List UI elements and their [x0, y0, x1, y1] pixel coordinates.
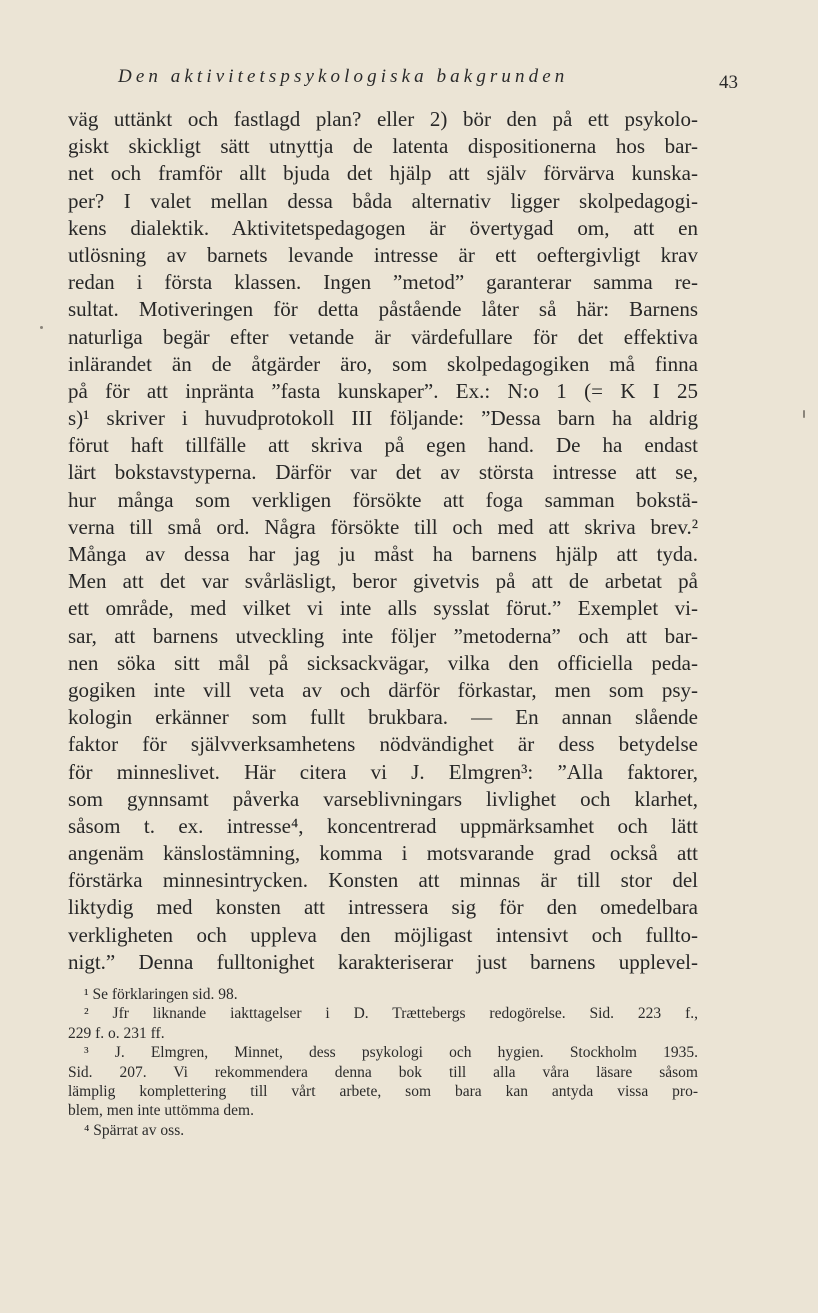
- text-line: kens dialektik. Aktivitetspedagogen är övertygad om, att en: [68, 215, 698, 240]
- text-line: faktor för självverksamhetens nödvändighet är dess betydelse: [68, 732, 698, 757]
- text-line: net och framför allt bjuda det hjälp att själv förvärva kunska-: [68, 161, 698, 186]
- text-line: utlösning av barnets levande intresse är ett oeftergivligt krav: [68, 242, 698, 267]
- footnote-line: lämplig komplettering till vårt arbete, som bara kan antyda vissa pro-: [68, 1082, 698, 1100]
- footnote-line: blem, men inte uttömma dem.: [68, 1102, 254, 1120]
- body-text: [68, 106, 698, 976]
- footnote-line: Sid. 207. Vi rekommendera denna bok till alla våra läsare såsom: [68, 1063, 698, 1081]
- page-speck: [40, 326, 43, 329]
- text-line: s)¹ skriver i huvudprotokoll III följande: ”Dessa barn ha aldrig: [68, 406, 698, 431]
- text-line: ett område, med vilket vi inte alls sysslat förut.” Exemplet vi-: [68, 596, 698, 621]
- text-line: nigt.” Denna fulltonighet karakteriserar just barnens upplevel-: [68, 949, 698, 974]
- footnote-line: ³ J. Elmgren, Minnet, dess psykologi och hygien. Stockholm 1935.: [84, 1044, 698, 1062]
- page-header: [118, 66, 738, 96]
- text-line: på för att inpränta ”fasta kunskaper”. Ex.: N:o 1 (= K I 25: [68, 378, 698, 403]
- text-line: såsom t. ex. intresse⁴, koncentrerad uppmärksamhet och lätt: [68, 813, 698, 838]
- text-line: Men att det var svårläsligt, beror givetvis på att de arbetat på: [68, 569, 698, 594]
- running-title: Den aktivitetspsykologiska bakgrunden: [118, 66, 569, 87]
- text-line: per? I valet mellan dessa båda alternativ ligger skolpedagogi-: [68, 188, 698, 213]
- text-line: nen söka sitt mål på sicksackvägar, vilka den officiella peda-: [68, 650, 698, 675]
- footnote-line: ² Jfr liknande iakttagelser i D. Trættebergs redogörelse. Sid. 223 f.,: [84, 1005, 698, 1023]
- page-speck: [803, 410, 805, 418]
- text-line: sar, att barnens utveckling inte följer ”metoderna” och att bar-: [68, 623, 698, 648]
- text-line: som gynnsamt påverka varseblivningars livlighet och klarhet,: [68, 786, 698, 811]
- text-line: för minneslivet. Här citera vi J. Elmgren³: ”Alla faktorer,: [68, 759, 698, 784]
- text-line: Många av dessa har jag ju måst ha barnens hjälp att tyda.: [68, 542, 698, 566]
- text-line: lärt bokstavstyperna. Därför var det av största intresse att se,: [68, 460, 698, 485]
- footnotes: [68, 985, 698, 1140]
- text-line: verna till små ord. Några försökte till och med att skriva brev.²: [68, 514, 698, 539]
- footnote-line: ¹ Se förklaringen sid. 98.: [84, 986, 238, 1003]
- text-line: angenäm känslostämning, komma i motsvarande grad också att: [68, 841, 698, 866]
- text-line: sultat. Motiveringen för detta påstående låter så här: Barnens: [68, 297, 698, 322]
- text-line: hur många som verkligen försökte att foga samman bokstä-: [68, 487, 698, 512]
- footnote-line: 229 f. o. 231 ff.: [68, 1024, 165, 1042]
- text-line: liktydig med konsten att intressera sig för den omedelbara: [68, 895, 698, 920]
- text-line: verkligheten och uppleva den möjligast intensivt och fullto-: [68, 922, 698, 947]
- text-line: väg uttänkt och fastlagd plan? eller 2) bör den på ett psykolo-: [68, 107, 698, 131]
- page-number: 43: [719, 72, 738, 93]
- text-line: giskt skickligt sätt utnyttja de latenta dispositionerna hos bar-: [68, 134, 698, 159]
- text-line: förut haft tillfälle att skriva på egen hand. De ha endast: [68, 433, 698, 458]
- text-line: kologin erkänner som fullt brukbara. — En annan slående: [68, 705, 698, 730]
- text-line: inlärandet än de åtgärder äro, som skolpedagogiken må finna: [68, 351, 698, 376]
- text-line: naturliga begär efter vetande är värdefullare för det effektiva: [68, 324, 698, 349]
- text-line: gogiken inte vill veta av och därför förkastar, men som psy-: [68, 677, 698, 702]
- text-line: förstärka minnesintrycken. Konsten att minnas är till stor del: [68, 868, 698, 893]
- text-line: redan i första klassen. Ingen ”metod” garanterar samma re-: [68, 270, 698, 295]
- footnote-line: ⁴ Spärrat av oss.: [84, 1121, 185, 1139]
